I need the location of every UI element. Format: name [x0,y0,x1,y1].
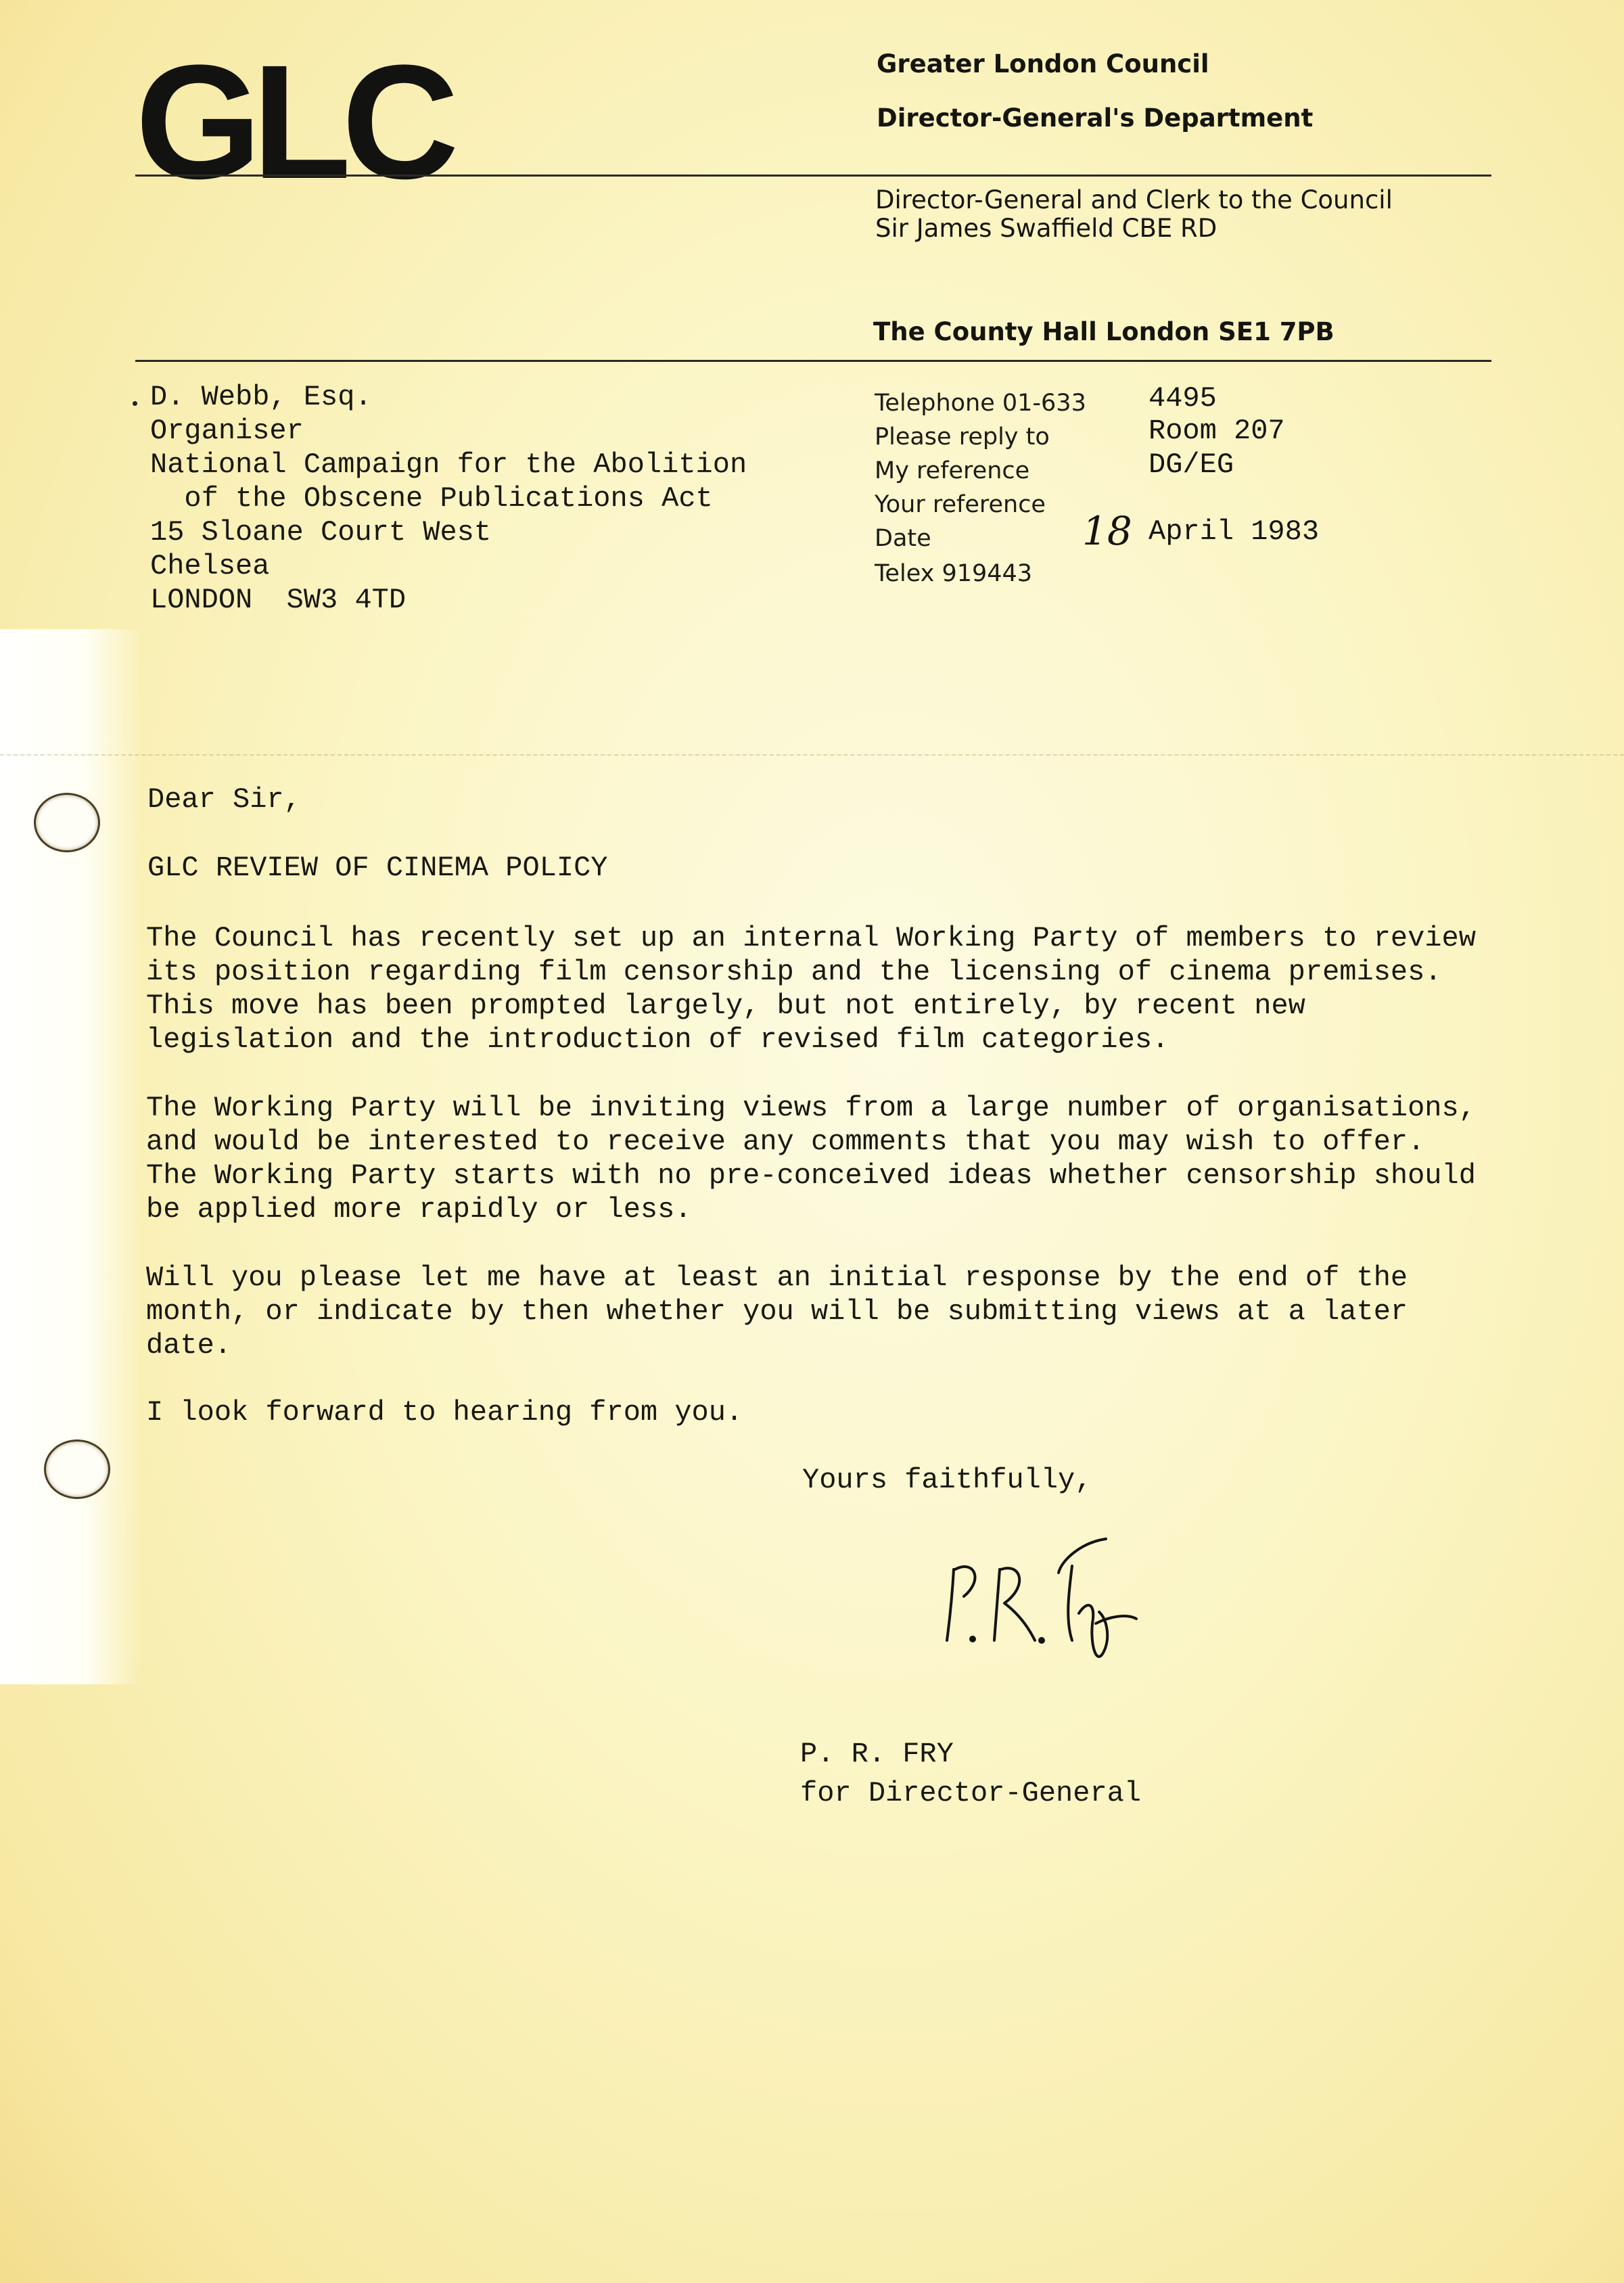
body-line: its position regarding film censorship and the licensing of cinema premises. [146,956,1442,988]
your-reference-label: Your reference [875,491,1046,518]
reply-room: Room 207 [1149,415,1285,447]
signatory-role: for Director-General [800,1777,1142,1809]
header-rule-bottom [135,360,1491,362]
recipient-line: LONDON SW3 4TD [150,584,407,616]
council-address: The County Hall London SE1 7PB [873,317,1335,346]
body-line: date. [146,1329,232,1362]
body-line: and would be interested to receive any comments that you may wish to offer. [146,1126,1425,1158]
paragraph-4: I look forward to hearing from you. [146,1396,743,1429]
recipient-line: Organiser [150,415,304,447]
address-dot [133,401,137,406]
department-name: Director-General's Department [877,103,1314,133]
my-reference-label: My reference [875,457,1030,484]
body-line: legislation and the introduction of revised film categories. [146,1023,1169,1056]
punch-margin-stripe [0,629,142,1684]
fold-crease [0,754,1624,756]
paragraph-1 [146,921,1476,1057]
body-line: month, or indicate by then whether you will be submitting views at a later [146,1295,1408,1328]
recipient-line: Chelsea [150,550,270,582]
body-line: The Working Party will be inviting views from a large number of organisations, [146,1092,1476,1124]
body-line: be applied more rapidly or less. [146,1193,692,1226]
officer-title: Director-General and Clerk to the Council [875,185,1393,214]
recipient-line: National Campaign for the Abolition [150,448,747,481]
recipient-address [150,380,747,617]
signatory-name: P. R. FRY [800,1738,954,1770]
telephone-extension: 4495 [1149,382,1217,415]
recipient-line: 15 Sloane Court West [150,516,492,549]
body-line: Will you please let me have at least an initial response by the end of the [146,1262,1408,1294]
paragraph-2 [146,1091,1476,1226]
organisation-name: Greater London Council [877,49,1209,78]
punch-hole [34,793,100,852]
telephone-label: Telephone 01-633 [875,390,1086,417]
salutation: Dear Sir, [147,783,301,816]
body-line: The Council has recently set up an internal Working Party of members to review [146,922,1476,954]
signature [933,1532,1157,1674]
handwritten-date-day: 18 [1082,508,1132,554]
body-line: This move has been prompted largely, but not entirely, by recent new [146,990,1305,1022]
my-reference-value: DG/EG [1149,448,1234,481]
glc-logo: GLC [135,31,450,212]
date-label: Date [875,525,931,552]
recipient-line: of the Obscene Publications Act [150,482,713,515]
header-rule-top [135,175,1491,177]
telex-number: Telex 919443 [875,560,1033,587]
letter-subject: GLC REVIEW OF CINEMA POLICY [147,852,608,884]
reply-to-label: Please reply to [875,423,1050,451]
closing: Yours faithfully, [802,1464,1092,1496]
punch-hole [44,1439,110,1499]
date-value: April 1983 [1149,515,1320,548]
paragraph-3 [146,1261,1408,1362]
recipient-line: D. Webb, Esq. [150,381,372,413]
officer-name: Sir James Swaffield CBE RD [875,214,1217,243]
body-line: The Working Party starts with no pre-conceived ideas whether censorship should [146,1159,1476,1192]
